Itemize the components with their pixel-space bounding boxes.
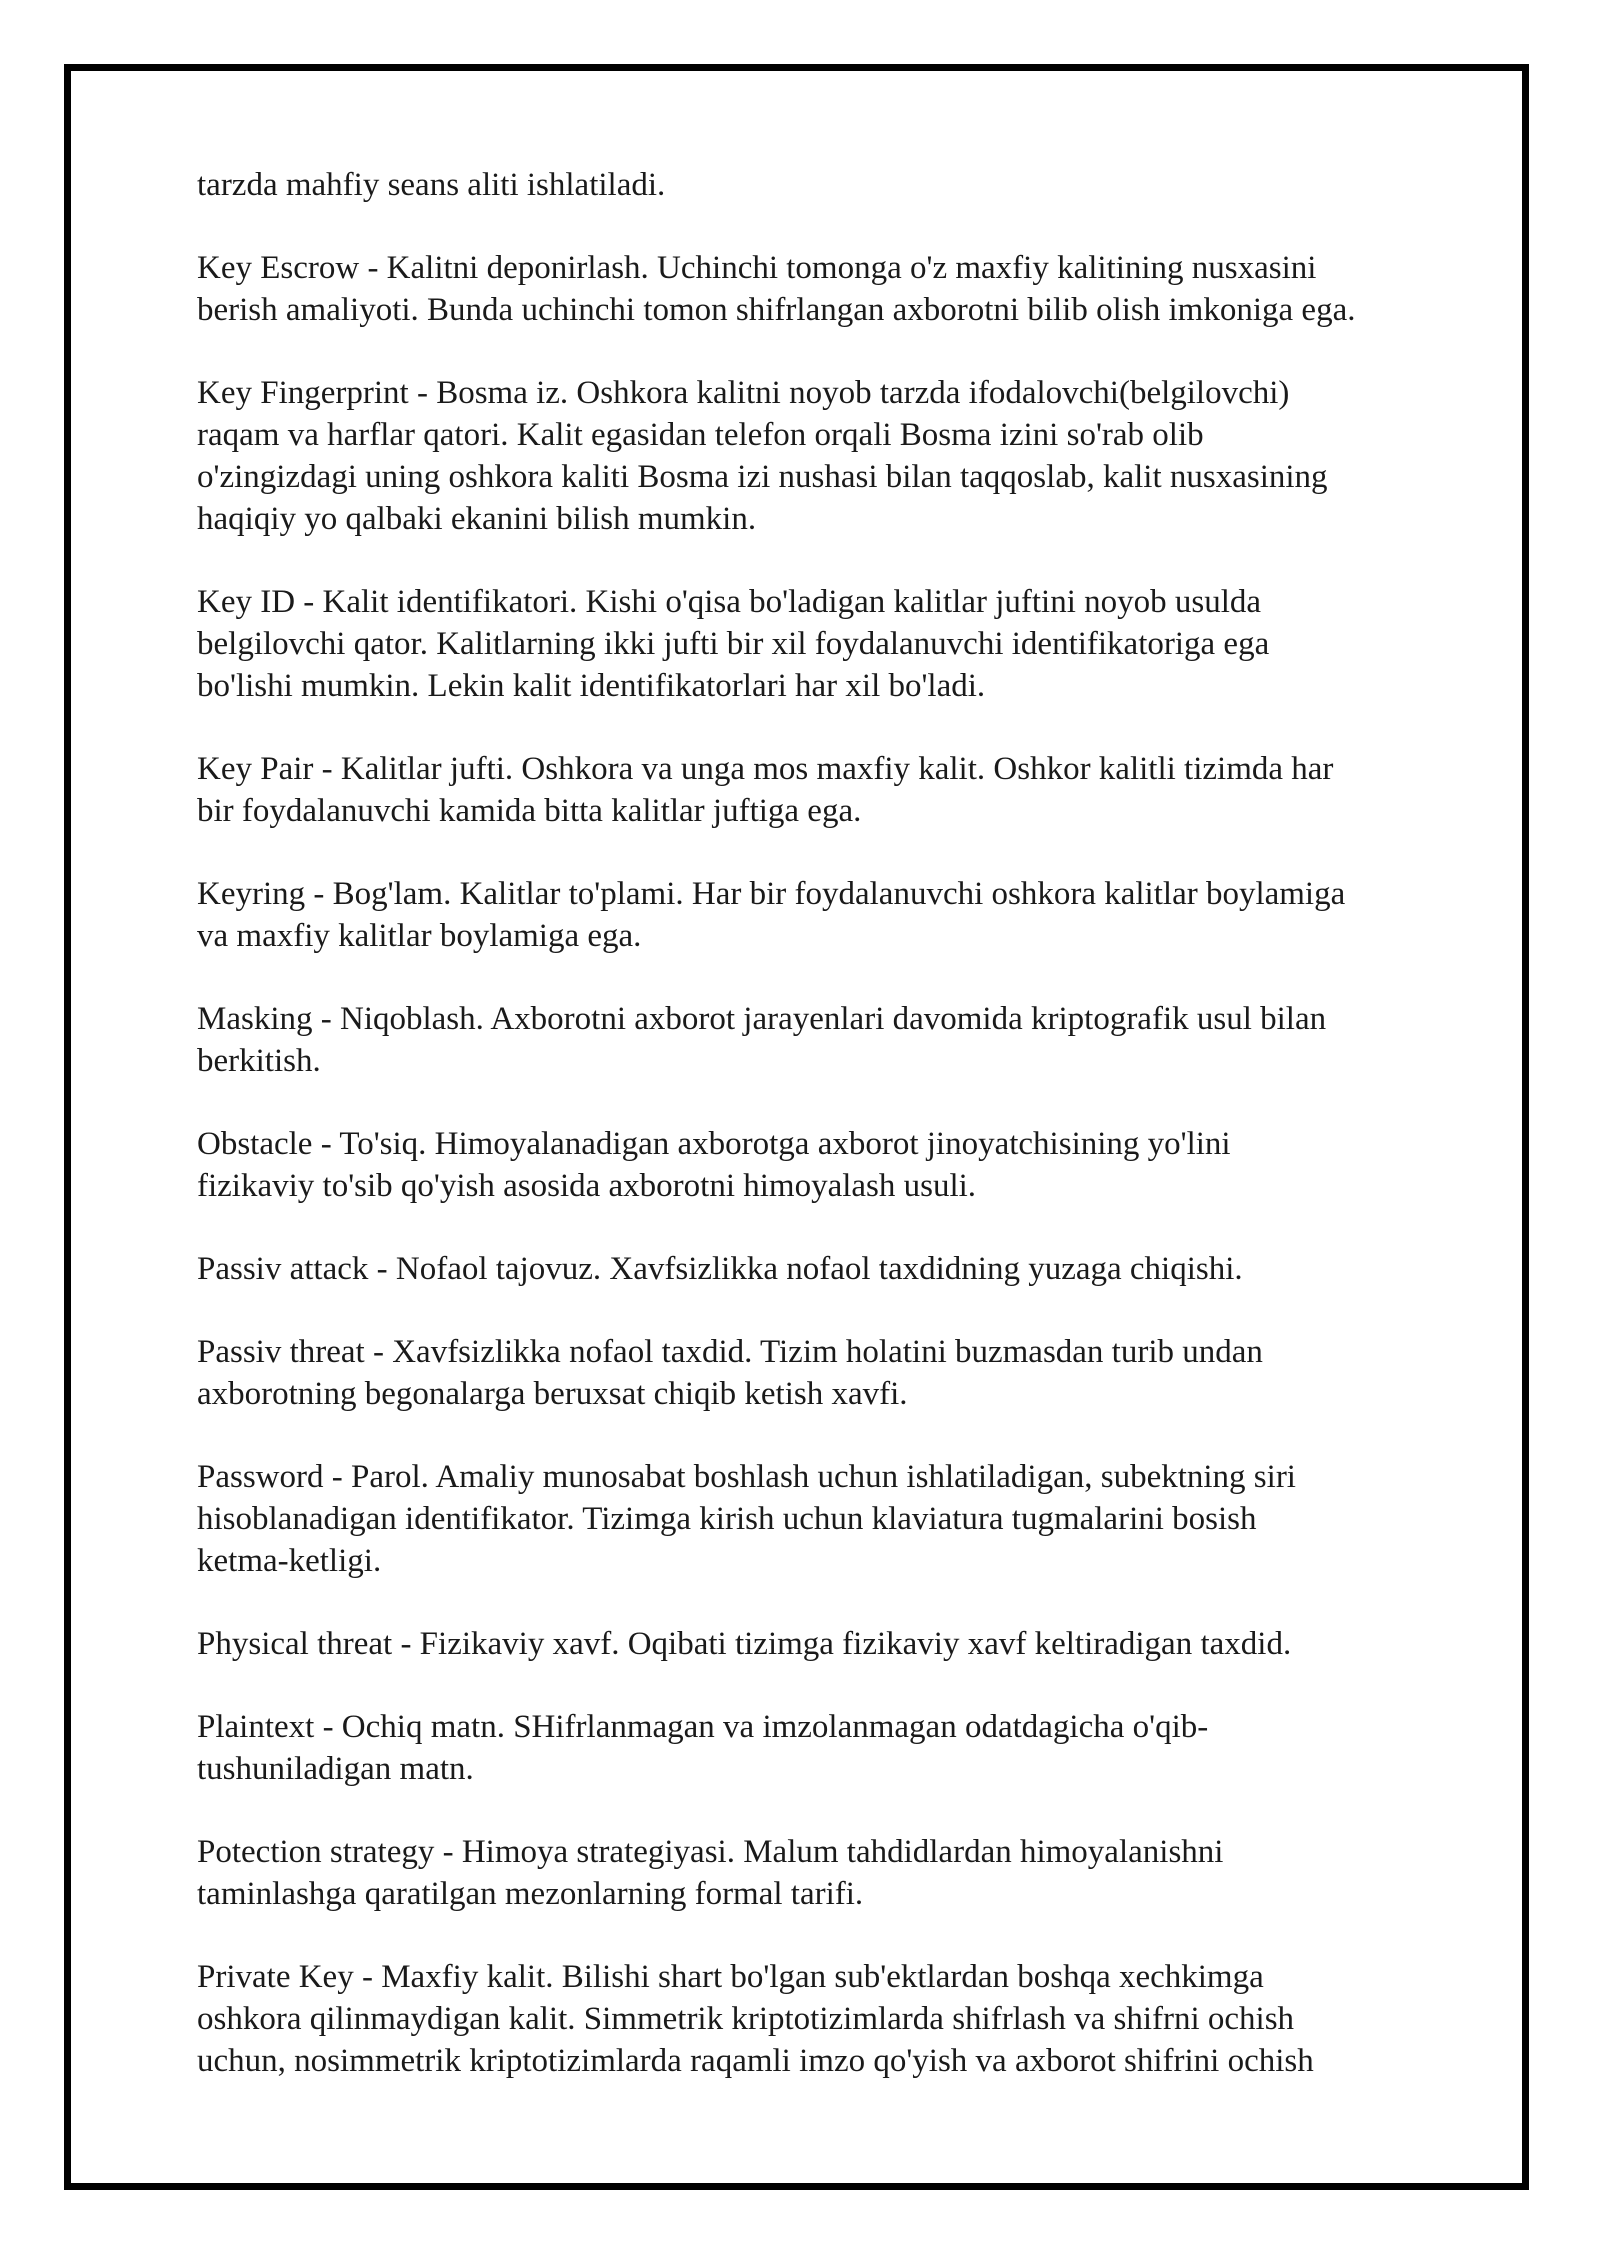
paragraph-passiv-attack: Passiv attack - Nofaol tajovuz. Xavfsizlikka nofaol taxdidning yuzaga chiqishi. xyxy=(197,1251,1243,1287)
paragraph-key-fingerprint: Key Fingerprint - Bosma iz. Oshkora kalitni noyob tarzda ifodalovchi(belgilovchi) raqam va harflar qatori. Kalit egasidan telefon orqali Bosma izini so'rab olib o'zingizdagi uning oshkora kaliti Bosma izi nushasi bilan taqqoslab, kalit nusxasining haqiqiy yo qalbaki ekanini bilish mumkin. xyxy=(197,375,1328,537)
paragraph-key-id: Key ID - Kalit identifikatori. Kishi o'qisa bo'ladigan kalitlar juftini noyob usulda belgilovchi qator. Kalitlarning ikki jufti bir xil foydalanuvchi identifikatoriga ega bo'lishi mumkin. Lekin kalit identifikatorlari har xil bo'ladi. xyxy=(197,584,1270,704)
document-body xyxy=(197,164,1507,2123)
paragraph-protection-strategy: Potection strategy - Himoya strategiyasi. Malum tahdidlardan himoyalanishni taminlashga qaratilgan mezonlarning formal tarifi. xyxy=(197,1834,1224,1912)
paragraph-continuation: tarzda mahfiy seans aliti ishlatiladi. xyxy=(197,167,666,203)
paragraph-plaintext: Plaintext - Ochiq matn. SHifrlanmagan va imzolanmagan odatdagicha o'qib- tushuniladigan matn. xyxy=(197,1709,1209,1787)
paragraph-physical-threat: Physical threat - Fizikaviy xavf. Oqibati tizimga fizikaviy xavf keltiradigan taxdid. xyxy=(197,1626,1292,1662)
page-frame xyxy=(64,64,1529,2190)
paragraph-password: Password - Parol. Amaliy munosabat boshlash uchun ishlatiladigan, subektning siri hisoblanadigan identifikator. Tizimga kirish uchun klaviatura tugmalarini bosish ketma-ketligi. xyxy=(197,1459,1296,1579)
paragraph-key-escrow: Key Escrow - Kalitni deponirlash. Uchinchi tomonga o'z maxfiy kalitining nusxasini berish amaliyoti. Bunda uchinchi tomon shifrlangan axborotni bilib olish imkoniga ega. xyxy=(197,250,1356,328)
paragraph-keyring: Keyring - Bog'lam. Kalitlar to'plami. Har bir foydalanuvchi oshkora kalitlar boylamiga va maxfiy kalitlar boylamiga ega. xyxy=(197,876,1346,954)
paragraph-masking: Masking - Niqoblash. Axborotni axborot jarayenlari davomida kriptografik usul bilan berkitish. xyxy=(197,1001,1327,1079)
paragraph-obstacle: Obstacle - To'siq. Himoyalanadigan axborotga axborot jinoyatchisining yo'lini fizikaviy to'sib qo'yish asosida axborotni himoyalash usuli. xyxy=(197,1126,1231,1204)
paragraph-passiv-threat: Passiv threat - Xavfsizlikka nofaol taxdid. Tizim holatini buzmasdan turib undan axborotning begonalarga beruxsat chiqib ketish xavfi. xyxy=(197,1334,1263,1412)
paragraph-private-key: Private Key - Maxfiy kalit. Bilishi shart bo'lgan sub'ektlardan boshqa xechkimga oshkora qilinmaydigan kalit. Simmetrik kriptotizimlarda shifrlash va shifrni ochish uchun, nosimmetrik kriptotizimlarda raqamli imzo qo'yish va axborot shifrini ochish xyxy=(197,1959,1314,2079)
paragraph-key-pair: Key Pair - Kalitlar jufti. Oshkora va unga mos maxfiy kalit. Oshkor kalitli tizimda har bir foydalanuvchi kamida bitta kalitlar juftiga ega. xyxy=(197,751,1334,829)
